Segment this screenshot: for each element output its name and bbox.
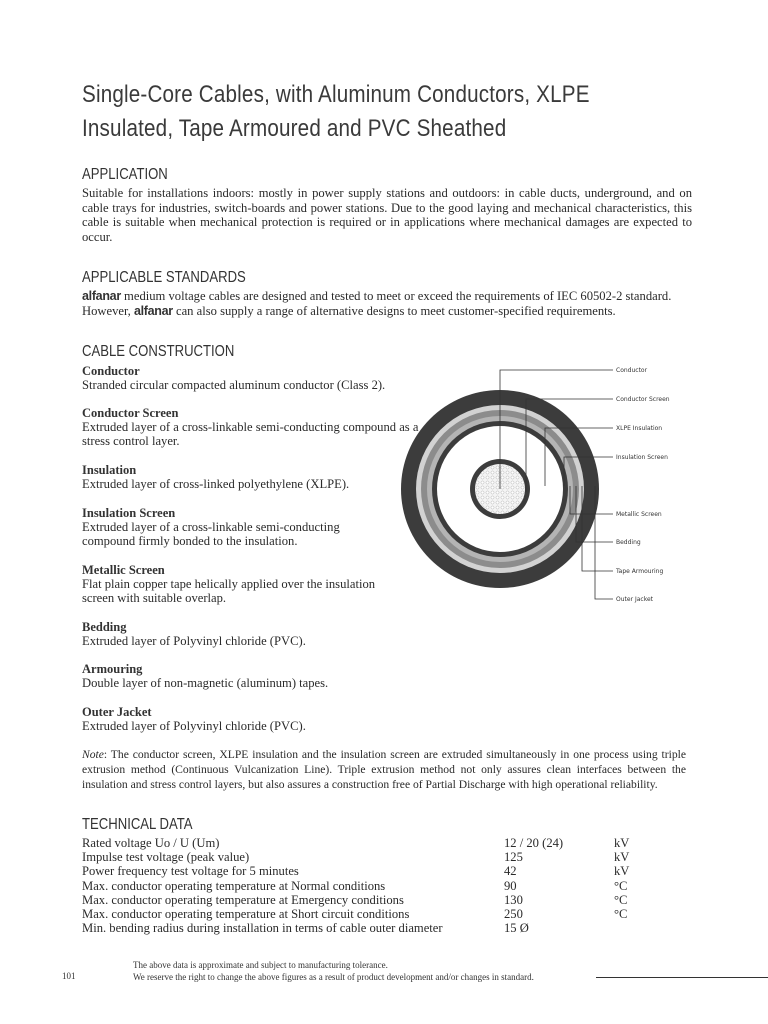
diagram-label-tape-armouring: Tape Armouring — [616, 568, 664, 575]
diagram-label-conductor-screen: Conductor Screen — [616, 396, 670, 403]
standards-text-2-pre: However, — [82, 303, 134, 318]
application-text: Suitable for installations indoors: mostly in power supply stations and outdoors: in cable ducts, underground, and on cable trays for industries, switch-boards and power stations. Due to the good laying and mechanical characteristics, this cable is suitable when mechanical protection is required or in applications where mechanical damages are expected to occur. — [82, 186, 692, 244]
tech-value: 12 / 20 (24) — [504, 836, 564, 850]
construction-item-outer-jacket — [82, 705, 422, 733]
construction-item-conductor-screen — [82, 406, 422, 449]
note-paragraph — [82, 747, 686, 792]
construction-item-title: Conductor Screen — [82, 406, 179, 420]
construction-item-metallic-screen — [82, 563, 422, 606]
footer-line-2: We reserve the right to change the above figures as a result of product development and/or changes in standard. — [133, 972, 534, 982]
tech-unit: kV — [614, 850, 630, 865]
diagram-label-metallic-screen: Metallic Screen — [616, 511, 662, 518]
construction-item-title: Outer Jacket — [82, 705, 152, 719]
footer-line-1: The above data is approximate and subject to manufacturing tolerance. — [133, 960, 388, 970]
brand-logo: alfanar — [133, 303, 173, 318]
construction-item-insulation-screen — [82, 506, 422, 549]
diagram-label-bedding: Bedding — [616, 539, 641, 546]
construction-item-desc: Extruded layer of Polyvinyl chloride (PVC). — [82, 719, 306, 733]
technical-data-table — [82, 836, 682, 935]
tech-value: 130 — [504, 892, 523, 907]
tech-value: 15 Ø — [504, 921, 529, 936]
diagram-label-xlpe-insulation: XLPE Insulation — [616, 425, 663, 432]
table-row — [82, 907, 682, 921]
page-title-line-1: Single-Core Cables, with Aluminum Conductors, XLPE — [82, 81, 590, 108]
construction-item-title: Metallic Screen — [82, 563, 165, 577]
footer-disclaimer — [133, 959, 534, 983]
construction-heading: CABLE CONSTRUCTION — [82, 343, 235, 360]
tech-param: Power frequency test voltage for 5 minutes — [82, 864, 299, 879]
tech-value: 250 — [504, 906, 523, 921]
brand-logo: alfanar — [82, 289, 121, 303]
table-row — [82, 864, 682, 878]
tech-value: 42 — [504, 864, 517, 879]
technical-heading: TECHNICAL DATA — [82, 816, 193, 833]
standards-line-2 — [82, 304, 702, 319]
diagram-label-insulation-screen: Insulation Screen — [616, 454, 668, 461]
diagram-labels — [615, 367, 670, 603]
construction-item-insulation — [82, 463, 422, 491]
construction-item-title: Insulation Screen — [82, 506, 176, 520]
note-text: : The conductor screen, XLPE insulation and the insulation screen are extruded simultaneously in one process using triple extrusion method (Continuous Vulcanization Line). Triple extrusion method not only assures clean interfaces between the insulation and stress control layers, but also assures a construction free of Partial Discharge with high operational reliability. — [82, 748, 686, 791]
note-label: Note — [82, 748, 104, 761]
diagram-label-conductor: Conductor — [616, 367, 648, 374]
table-row — [82, 850, 682, 864]
construction-item-title: Bedding — [82, 620, 127, 634]
table-row — [82, 879, 682, 893]
tech-unit: kV — [614, 864, 630, 879]
tech-unit: °C — [614, 906, 628, 921]
construction-item-desc: Flat plain copper tape helically applied over the insulation screen with suitable overlap. — [82, 577, 376, 606]
page-title-line-2: Insulated, Tape Armoured and PVC Sheathed — [82, 115, 507, 142]
tech-unit: °C — [614, 892, 628, 907]
standards-text-1: medium voltage cables are designed and tested to meet or exceed the requirements of IEC 60502-2 standard. — [120, 289, 672, 303]
tech-param: Min. bending radius during installation in terms of cable outer diameter — [82, 921, 443, 936]
construction-item-desc: Extruded layer of a cross-linkable semi-conducting compound firmly bonded to the insulation. — [82, 520, 340, 549]
construction-item-conductor — [82, 364, 422, 392]
tech-param: Impulse test voltage (peak value) — [82, 850, 250, 865]
standards-line-1 — [82, 289, 702, 304]
construction-item-bedding — [82, 620, 422, 648]
standards-text-2-post: can also supply a range of alternative designs to meet customer-specified requirements. — [172, 303, 616, 318]
page-number: 101 — [62, 971, 76, 981]
construction-item-title: Insulation — [82, 463, 137, 477]
construction-item-desc: Extruded layer of a cross-linkable semi-conducting compound as a stress control layer. — [82, 420, 419, 449]
tech-param: Rated voltage Uo / U (Um) — [82, 836, 220, 850]
table-row — [82, 921, 682, 935]
standards-text — [82, 289, 702, 318]
tech-param: Max. conductor operating temperature at Emergency conditions — [82, 892, 404, 907]
construction-item-title: Armouring — [82, 662, 143, 676]
tech-value: 125 — [504, 850, 523, 865]
tech-unit: °C — [614, 878, 628, 893]
tech-param: Max. conductor operating temperature at Normal conditions — [82, 878, 386, 893]
tech-unit: kV — [614, 836, 630, 850]
tech-param: Max. conductor operating temperature at Short circuit conditions — [82, 906, 410, 921]
cable-cross-section-diagram — [395, 360, 768, 610]
construction-item-desc: Extruded layer of cross-linked polyethylene (XLPE). — [82, 477, 350, 491]
page-title — [82, 78, 632, 146]
construction-item-desc: Double layer of non-magnetic (aluminum) tapes. — [82, 676, 329, 690]
diagram-label-outer-jacket: Outer Jacket — [616, 596, 653, 603]
table-row — [82, 836, 682, 850]
application-heading: APPLICATION — [82, 166, 168, 183]
construction-item-armouring — [82, 662, 422, 690]
construction-item-desc: Extruded layer of Polyvinyl chloride (PVC). — [82, 634, 306, 648]
construction-item-title: Conductor — [82, 364, 140, 378]
footer-rule — [596, 977, 768, 978]
standards-heading: APPLICABLE STANDARDS — [82, 269, 246, 286]
table-row — [82, 893, 682, 907]
tech-value: 90 — [504, 878, 517, 893]
construction-item-desc: Stranded circular compacted aluminum conductor (Class 2). — [82, 378, 386, 392]
